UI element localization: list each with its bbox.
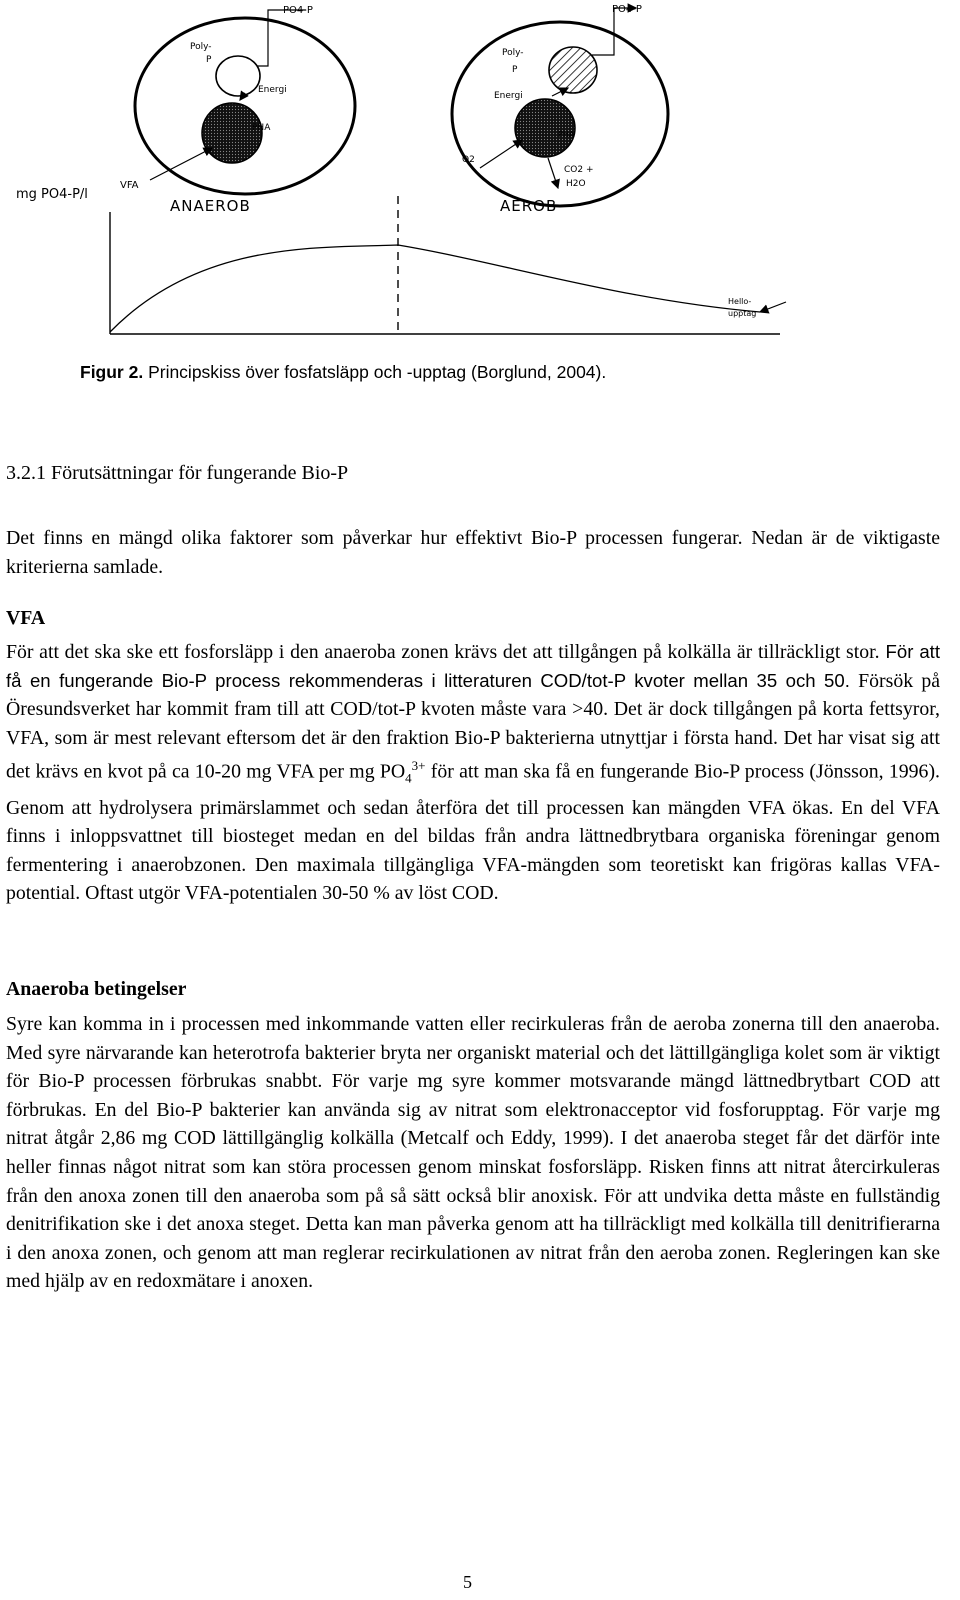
h2o-label: H2O [566, 179, 586, 189]
intro-paragraph [6, 524, 940, 581]
section-title: 3.2.1 Förutsättningar för fungerande Bio-P [6, 462, 349, 484]
caption-text: Principskiss över fosfatsläpp och -upptag (Borglund, 2004). [143, 362, 607, 382]
vfa-text-3: Försök på Öresundsverket har kommit fram till att COD/tot-P kvoten måste vara >40. Det är dock tillgången på korta fettsyror, VFA, som är mest relevant eftersom det är den fraktion Bio-P bakterierna utnyttjar i första hand. Det har visat sig att det krävs en kvot på ca 10-20 mg VFA per mg PO [6, 669, 940, 783]
o2-label: O2 [462, 155, 475, 165]
vfa-arrow [150, 148, 212, 180]
page-number: 5 [463, 1572, 472, 1592]
figure-caption [80, 362, 940, 383]
vfa-label: VFA [120, 180, 139, 191]
energi-label-right: Energi [494, 91, 523, 101]
vfa-text-2: För att få en fungerande Bio-P process rekommenderas i litteraturen COD/tot-P kvoter mellan 35 och 50. [6, 641, 940, 691]
o2-arrow [480, 140, 522, 168]
polyp-granule-left [216, 56, 260, 96]
pha-granule-left [202, 103, 262, 163]
curve-label-1: Hello- [728, 297, 752, 306]
anaerob-label: ANAEROB [170, 197, 251, 215]
polyp-label-left-2: P [206, 55, 212, 65]
polyp-granule-right [549, 47, 597, 93]
phosphate-curve [110, 245, 760, 332]
anaerob-heading: Anaeroba betingelser [6, 978, 187, 1000]
po4-label-left: PO4-P [283, 5, 313, 16]
polyp-label-right-1: Poly- [502, 48, 524, 58]
energi-label-left: Energi [258, 85, 287, 95]
polyp-label-left-1: Poly- [190, 42, 212, 52]
anaerob-text: Syre kan komma in i processen med inkommande vatten eller recirkuleras från de aeroba zonerna till den anaeroba. Med syre närvarande kan heterotrofa bakterier bryta ner organiskt material och det lättillgängliga kolet som är viktigt för Bio-P processen förbrukas snabbt. För varje mg syre kommer motsvarande mängd lättnedbrytbart COD att förbrukas. En del Bio-P bakterier kan använda sig av nitrat som elektronacceptor vid fosforupptag. För varje mg nitrat åtgår 2,86 mg COD lättillgänglig kolkälla (Metcalf och Eddy, 1999). I det anaeroba steget får det därför inte heller finnas något nitrat som kan störa processen genom minskat fosforsläpp. Risken finns att nitrat återcirkuleras från den anoxa zonen till den anaeroba som på så sätt också blir anoxisk. För att undvika detta måste en fullständig denitrifikation ske i det anoxa steget. Detta kan man påverka genom att ha tillräckligt med kolkälla till denitrifierarna i den anoxa zonen, och genom att man reglerar recirkulationen av nitrat från den aeroba zonen. Regleringen kan ske med hjälp av en redoxmätare i anoxen. [6, 1013, 940, 1293]
polyp-label-right-2: P [512, 65, 518, 75]
bio-p-diagram [0, 0, 960, 360]
aerob-cell [452, 4, 668, 206]
po4-arrow-right [592, 8, 636, 55]
anaerob-paragraph [6, 1010, 940, 1296]
po4-superscript: 3+ [411, 758, 426, 774]
aerob-label: AEROB [500, 197, 558, 215]
pha-granule-right [515, 99, 575, 157]
intro-text: Det finns en mängd olika faktorer som påverkar hur effektivt Bio-P processen fungerar. Nedan är de viktigaste kriterierna samlade. [6, 527, 940, 578]
po4-subscript: 4 [405, 770, 412, 786]
po4-label-right: PO4-P [612, 4, 642, 15]
pha-label-left: PHA [252, 123, 271, 133]
bio-p-figure [0, 0, 960, 360]
vfa-text-4: för att man ska få en fungerande Bio-P process (Jönsson, 1996). Genom att hydrolysera primärslammet och sedan återföra det till processen kan mängden VFA ökas. En del VFA finns i inloppsvattnet till biosteget medan en del bildas från andra lättnedbrytbara organiska föreningar genom fermentering i anaerobzonen. Den maximala tillgängliga VFA-mängden som teoretiskt kan frigöras kallas VFA-potential. Oftast utgör VFA-potentialen 30-50 % av löst COD. [6, 760, 940, 905]
vfa-heading: VFA [6, 607, 46, 629]
caption-label: Figur 2. [80, 362, 144, 382]
anaerob-cell [135, 5, 355, 194]
vfa-text-1: För att det ska ske ett fosforsläpp i den anaeroba zonen krävs det att tillgången på kolkälla är tillräckligt stor. [6, 641, 880, 663]
co2-arrow [548, 158, 558, 188]
curve-label-2: upptag [728, 309, 757, 318]
pha-label-right: PHA [558, 130, 575, 139]
ylabel: mg PO4-P/l [16, 187, 88, 202]
co2-label: CO2 + [564, 165, 594, 175]
vfa-paragraph [6, 638, 940, 908]
process-axis [16, 180, 786, 334]
